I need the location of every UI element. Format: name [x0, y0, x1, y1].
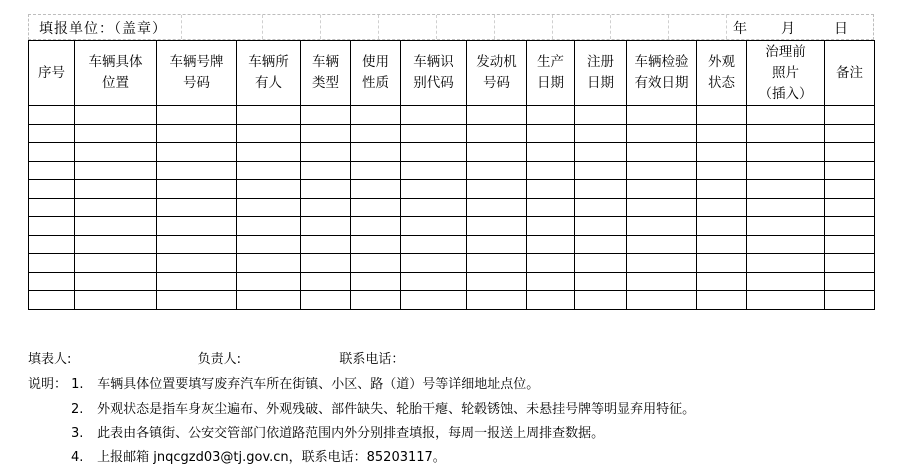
month-label: 月 — [781, 21, 795, 37]
table-cell[interactable] — [467, 143, 527, 162]
dashed-divider — [494, 15, 495, 39]
table-cell[interactable] — [237, 106, 301, 125]
table-cell[interactable] — [467, 272, 527, 291]
note-text: 此表由各镇街、公安交管部门依道路范围内外分别排查填报，每周一报送上周排查数据。 — [97, 426, 605, 441]
table-header-row — [29, 41, 875, 106]
table-cell[interactable] — [75, 291, 157, 310]
table-cell[interactable] — [825, 106, 875, 125]
table-cell[interactable] — [237, 235, 301, 254]
table-cell[interactable] — [825, 124, 875, 143]
table-cell[interactable] — [301, 161, 351, 180]
table-cell[interactable] — [301, 180, 351, 199]
table-cell[interactable] — [301, 198, 351, 217]
form-header-row — [28, 14, 874, 40]
table-cell[interactable] — [825, 161, 875, 180]
dashed-divider — [668, 15, 669, 39]
table-cell[interactable] — [157, 198, 237, 217]
table-cell[interactable] — [401, 161, 467, 180]
table-row — [29, 180, 875, 199]
table-row — [29, 198, 875, 217]
table-cell[interactable] — [237, 254, 301, 273]
table-cell[interactable] — [467, 106, 527, 125]
column-header: 车辆识 别代码 — [401, 41, 467, 106]
table-cell[interactable] — [697, 143, 747, 162]
table-cell[interactable] — [747, 272, 825, 291]
column-header: 发动机 号码 — [467, 41, 527, 106]
table-cell[interactable] — [237, 217, 301, 236]
column-header: 序号 — [29, 41, 75, 106]
dashed-divider — [181, 15, 182, 39]
table-cell[interactable] — [301, 217, 351, 236]
vehicle-survey-table — [28, 40, 875, 310]
table-cell[interactable] — [627, 180, 697, 199]
table-cell[interactable] — [237, 143, 301, 162]
table-cell[interactable] — [825, 254, 875, 273]
table-cell[interactable] — [575, 291, 627, 310]
table-cell[interactable] — [467, 254, 527, 273]
table-cell[interactable] — [527, 180, 575, 199]
column-header: 生产 日期 — [527, 41, 575, 106]
dashed-divider — [378, 15, 379, 39]
note-line-1 — [28, 373, 539, 392]
table-cell[interactable] — [29, 161, 75, 180]
table-cell[interactable] — [467, 161, 527, 180]
table-cell[interactable] — [697, 254, 747, 273]
table-cell[interactable] — [627, 124, 697, 143]
table-row — [29, 124, 875, 143]
table-cell[interactable] — [747, 143, 825, 162]
table-cell[interactable] — [29, 106, 75, 125]
column-header: 备注 — [825, 41, 875, 106]
note-line-2 — [71, 398, 695, 417]
table-cell[interactable] — [627, 161, 697, 180]
table-cell[interactable] — [157, 235, 237, 254]
table-cell[interactable] — [157, 254, 237, 273]
table-cell[interactable] — [575, 235, 627, 254]
table-cell[interactable] — [351, 161, 401, 180]
table-cell[interactable] — [351, 124, 401, 143]
table-cell[interactable] — [527, 254, 575, 273]
table-cell[interactable] — [75, 254, 157, 273]
table-cell[interactable] — [747, 124, 825, 143]
dashed-divider — [726, 15, 727, 39]
table-cell[interactable] — [575, 254, 627, 273]
table-cell[interactable] — [351, 291, 401, 310]
table-cell[interactable] — [825, 272, 875, 291]
table-cell[interactable] — [467, 291, 527, 310]
table-cell[interactable] — [237, 198, 301, 217]
dashed-divider — [610, 15, 611, 39]
table-cell[interactable] — [747, 291, 825, 310]
table-cell[interactable] — [575, 198, 627, 217]
day-label: 日 — [834, 21, 848, 37]
note-number: 4. — [71, 450, 84, 465]
table-cell[interactable] — [697, 161, 747, 180]
table-cell[interactable] — [627, 217, 697, 236]
table-cell[interactable] — [575, 161, 627, 180]
contact-phone-label: 联系电话： — [339, 352, 405, 367]
table-cell[interactable] — [697, 235, 747, 254]
table-row — [29, 161, 875, 180]
column-header: 外观 状态 — [697, 41, 747, 106]
column-header: 注册 日期 — [575, 41, 627, 106]
table-row — [29, 106, 875, 125]
table-cell[interactable] — [697, 124, 747, 143]
table-cell[interactable] — [75, 124, 157, 143]
table-cell[interactable] — [301, 124, 351, 143]
note-text: 上报邮箱 jnqcgzd03@tj.gov.cn，联系电话：85203117。 — [97, 450, 446, 465]
dashed-divider — [320, 15, 321, 39]
table-cell[interactable] — [75, 106, 157, 125]
table-row — [29, 143, 875, 162]
table-cell[interactable] — [401, 143, 467, 162]
table-cell[interactable] — [237, 161, 301, 180]
table-cell[interactable] — [697, 106, 747, 125]
table-cell[interactable] — [527, 106, 575, 125]
table-cell[interactable] — [747, 254, 825, 273]
table-cell[interactable] — [575, 180, 627, 199]
table-cell[interactable] — [157, 180, 237, 199]
table-cell[interactable] — [467, 217, 527, 236]
note-number: 2. — [71, 402, 84, 417]
table-cell[interactable] — [401, 180, 467, 199]
note-number: 1. — [71, 377, 84, 392]
table-cell[interactable] — [75, 272, 157, 291]
column-header: 车辆具体 位置 — [75, 41, 157, 106]
signature-line — [28, 348, 404, 367]
table-cell[interactable] — [527, 272, 575, 291]
table-cell[interactable] — [157, 272, 237, 291]
table-cell[interactable] — [401, 124, 467, 143]
table-cell[interactable] — [29, 124, 75, 143]
table-cell[interactable] — [527, 217, 575, 236]
table-cell[interactable] — [401, 198, 467, 217]
table-cell[interactable] — [825, 198, 875, 217]
note-line-3 — [71, 422, 604, 441]
table-cell[interactable] — [401, 291, 467, 310]
table-cell[interactable] — [157, 161, 237, 180]
table-cell[interactable] — [697, 217, 747, 236]
dashed-divider — [436, 15, 437, 39]
table-cell[interactable] — [157, 124, 237, 143]
table-cell[interactable] — [351, 143, 401, 162]
column-header: 车辆 类型 — [301, 41, 351, 106]
table-cell[interactable] — [401, 235, 467, 254]
table-cell[interactable] — [29, 291, 75, 310]
table-cell[interactable] — [351, 272, 401, 291]
table-cell[interactable] — [825, 180, 875, 199]
table-cell[interactable] — [29, 272, 75, 291]
table-cell[interactable] — [747, 180, 825, 199]
table-row — [29, 217, 875, 236]
table-cell[interactable] — [401, 254, 467, 273]
table-cell[interactable] — [401, 106, 467, 125]
table-cell[interactable] — [301, 254, 351, 273]
table-cell[interactable] — [527, 161, 575, 180]
column-header: 治理前 照片 （插入） — [747, 41, 825, 106]
table-cell[interactable] — [825, 291, 875, 310]
table-cell[interactable] — [527, 291, 575, 310]
table-cell[interactable] — [301, 291, 351, 310]
table-cell[interactable] — [697, 198, 747, 217]
table-cell[interactable] — [467, 180, 527, 199]
table-cell[interactable] — [825, 235, 875, 254]
table-cell[interactable] — [75, 217, 157, 236]
table-cell[interactable] — [527, 198, 575, 217]
note-line-4 — [71, 446, 446, 465]
note-text: 车辆具体位置要填写废弃汽车所在街镇、小区、路（道）号等详细地址点位。 — [97, 377, 540, 392]
table-cell[interactable] — [75, 161, 157, 180]
table-cell[interactable] — [467, 235, 527, 254]
table-cell[interactable] — [75, 143, 157, 162]
table-cell[interactable] — [627, 106, 697, 125]
table-cell[interactable] — [747, 106, 825, 125]
year-label: 年 — [733, 21, 747, 37]
table-cell[interactable] — [627, 254, 697, 273]
person-in-charge-label: 负责人: — [197, 352, 242, 367]
notes-title: 说明： — [28, 377, 68, 392]
table-row — [29, 235, 875, 254]
filler-label: 填表人: — [28, 352, 72, 367]
table-cell[interactable] — [747, 217, 825, 236]
table-cell[interactable] — [825, 217, 875, 236]
table-cell[interactable] — [351, 198, 401, 217]
table-body — [29, 106, 875, 310]
table-cell[interactable] — [575, 272, 627, 291]
table-cell[interactable] — [575, 106, 627, 125]
table-cell[interactable] — [627, 235, 697, 254]
table-cell[interactable] — [29, 217, 75, 236]
table-cell[interactable] — [747, 161, 825, 180]
table-row — [29, 272, 875, 291]
column-header: 车辆所 有人 — [237, 41, 301, 106]
column-header: 使用 性质 — [351, 41, 401, 106]
table-cell[interactable] — [351, 217, 401, 236]
table-cell[interactable] — [825, 143, 875, 162]
table-cell[interactable] — [157, 106, 237, 125]
table-cell[interactable] — [301, 143, 351, 162]
table-cell[interactable] — [527, 143, 575, 162]
note-text: 外观状态是指车身灰尘遍布、外观残破、部件缺失、轮胎干瘪、轮毂锈蚀、未悬挂号牌等明显弃用特征。 — [97, 402, 696, 417]
table-cell[interactable] — [697, 272, 747, 291]
table-cell[interactable] — [351, 106, 401, 125]
table-cell[interactable] — [237, 272, 301, 291]
table-cell[interactable] — [351, 254, 401, 273]
table-cell[interactable] — [301, 235, 351, 254]
table-cell[interactable] — [575, 124, 627, 143]
table-cell[interactable] — [157, 291, 237, 310]
table-cell[interactable] — [697, 291, 747, 310]
table-cell[interactable] — [29, 235, 75, 254]
table-cell[interactable] — [467, 124, 527, 143]
column-header: 车辆检验 有效日期 — [627, 41, 697, 106]
table-cell[interactable] — [29, 198, 75, 217]
table-cell[interactable] — [467, 198, 527, 217]
table-cell[interactable] — [29, 254, 75, 273]
table-cell[interactable] — [237, 291, 301, 310]
table-cell[interactable] — [527, 124, 575, 143]
table-cell[interactable] — [527, 235, 575, 254]
table-cell[interactable] — [627, 272, 697, 291]
table-cell[interactable] — [237, 180, 301, 199]
table-cell[interactable] — [401, 217, 467, 236]
table-cell[interactable] — [747, 235, 825, 254]
table-cell[interactable] — [575, 143, 627, 162]
table-cell[interactable] — [401, 272, 467, 291]
table-cell[interactable] — [575, 217, 627, 236]
table-cell[interactable] — [75, 198, 157, 217]
note-number: 3. — [71, 426, 84, 441]
table-cell[interactable] — [237, 124, 301, 143]
table-cell[interactable] — [351, 235, 401, 254]
dashed-divider — [262, 15, 263, 39]
dashed-divider — [552, 15, 553, 39]
table-row — [29, 291, 875, 310]
table-cell[interactable] — [29, 180, 75, 199]
table-cell[interactable] — [75, 180, 157, 199]
table-cell[interactable] — [627, 198, 697, 217]
table-cell[interactable] — [75, 235, 157, 254]
column-header: 车辆号牌 号码 — [157, 41, 237, 106]
table-cell[interactable] — [627, 291, 697, 310]
table-cell[interactable] — [697, 180, 747, 199]
table-cell[interactable] — [627, 143, 697, 162]
table-cell[interactable] — [157, 143, 237, 162]
table-cell[interactable] — [301, 272, 351, 291]
reporting-unit-label: 填报单位：（盖章） — [39, 21, 167, 37]
table-cell[interactable] — [747, 198, 825, 217]
table-cell[interactable] — [301, 106, 351, 125]
table-cell[interactable] — [157, 217, 237, 236]
table-cell[interactable] — [351, 180, 401, 199]
table-row — [29, 254, 875, 273]
table-cell[interactable] — [29, 143, 75, 162]
